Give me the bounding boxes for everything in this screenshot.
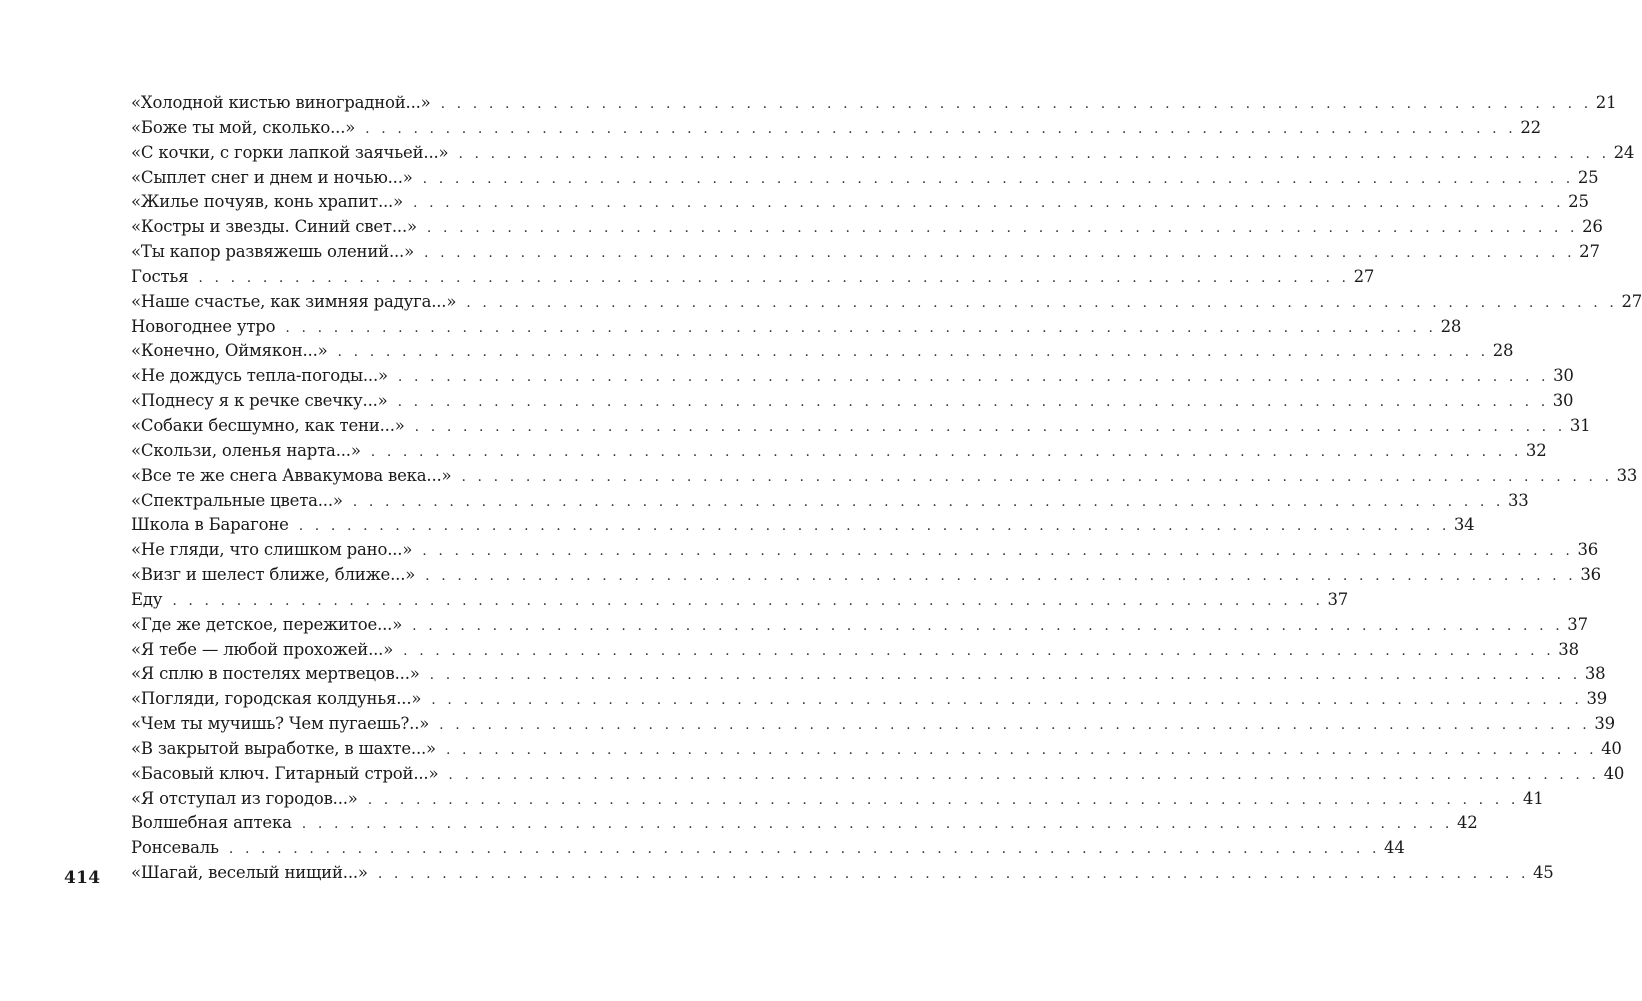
dot-leader: . . . . . . . . . . . . . . . . . . . . . . . . . . . . . . . . . . . . . . . . . . . . . . . . . . . . . . . . . . . . . . . . . . . . . . . .	[298, 518, 1450, 535]
page-number: 414	[64, 868, 101, 888]
toc-entry-title: «Собаки бесшумно, как тени...»	[131, 415, 405, 435]
dot-leader: . . . . . . . . . . . . . . . . . . . . . . . . . . . . . . . . . . . . . . . . . . . . . . . . . . . . . . . . . . . . . . . . . . . . . . . .	[458, 145, 1610, 162]
dot-leader: . . . . . . . . . . . . . . . . . . . . . . . . . . . . . . . . . . . . . . . . . . . . . . . . . . . . . . . . . . . . . . . . . . . . . . . .	[440, 96, 1592, 112]
toc-entry-page: 27	[1353, 266, 1375, 286]
toc-entry-page: 28	[1440, 316, 1462, 336]
toc-entry-title: «Погляди, городская колдунья...»	[131, 689, 422, 709]
toc-entry	[131, 167, 1599, 193]
toc-entry	[131, 863, 1554, 888]
dot-leader: . . . . . . . . . . . . . . . . . . . . . . . . . . . . . . . . . . . . . . . . . . . . . . . . . . . . . . . . . . . . . . . . . . . . . . . .	[285, 319, 1437, 336]
toc-entry	[131, 242, 1600, 267]
toc-entry-title: «Скользи, оленья нарта...»	[131, 440, 361, 460]
dot-leader: . . . . . . . . . . . . . . . . . . . . . . . . . . . . . . . . . . . . . . . . . . . . . . . . . . . . . . . . . . . . . . . . . . . . . . . .	[397, 394, 1549, 411]
toc-entry-title: «Конечно, Оймякон...»	[131, 341, 328, 361]
toc-entry-page: 30	[1552, 391, 1574, 411]
toc-entry-title: «Все те же снега Аввакумова века...»	[131, 465, 452, 485]
toc-entry-title: «С кочки, с горки лапкой заячьей...»	[131, 142, 449, 162]
toc-entry	[131, 291, 1642, 317]
dot-leader: . . . . . . . . . . . . . . . . . . . . . . . . . . . . . . . . . . . . . . . . . . . . . . . . . . . . . . . . . . . . . . . . . . . . . . . .	[448, 766, 1600, 783]
toc-entry-page: 33	[1507, 490, 1529, 510]
toc-entry	[131, 565, 1601, 590]
toc-entry-title: «Шагай, веселый нищий...»	[131, 863, 368, 883]
dot-leader: . . . . . . . . . . . . . . . . . . . . . . . . . . . . . . . . . . . . . . . . . . . . . . . . . . . . . . . . . . . . . . . . . . . . . . . .	[172, 592, 1324, 609]
toc-entry-page: 31	[1569, 415, 1591, 435]
dot-leader: . . . . . . . . . . . . . . . . . . . . . . . . . . . . . . . . . . . . . . . . . . . . . . . . . . . . . . . . . . . . . . . . . . . . . . . .	[412, 617, 1564, 634]
toc-entry	[131, 391, 1574, 416]
toc-entry-page: 37	[1327, 589, 1349, 609]
toc-entry-page: 42	[1456, 813, 1478, 833]
dot-leader: . . . . . . . . . . . . . . . . . . . . . . . . . . . . . . . . . . . . . . . . . . . . . . . . . . . . . . . . . . . . . . . . . . . . . . . .	[425, 568, 1577, 585]
dot-leader: . . . . . . . . . . . . . . . . . . . . . . . . . . . . . . . . . . . . . . . . . . . . . . . . . . . . . . . . . . . . . . . . . . . . . . . .	[370, 443, 1522, 460]
toc-entry-page: 40	[1603, 763, 1625, 783]
dot-leader: . . . . . . . . . . . . . . . . . . . . . . . . . . . . . . . . . . . . . . . . . . . . . . . . . . . . . . . . . . . . . . . . . . . . . . . .	[365, 120, 1517, 137]
dot-leader: . . . . . . . . . . . . . . . . . . . . . . . . . . . . . . . . . . . . . . . . . . . . . . . . . . . . . . . . . . . . . . . . . . . . . . . .	[461, 468, 1613, 485]
toc-entry	[131, 117, 1541, 143]
toc-entry-page: 25	[1568, 192, 1589, 212]
toc-entry-page: 24	[1613, 142, 1635, 162]
toc-entry	[131, 689, 1608, 714]
toc-entry	[131, 440, 1547, 466]
dot-leader: . . . . . . . . . . . . . . . . . . . . . . . . . . . . . . . . . . . . . . . . . . . . . . . . . . . . . . . . . . . . . . . . . . . . . . . .	[377, 866, 1529, 883]
toc-entry-title: «Я сплю в постелях мертвецов...»	[131, 664, 420, 684]
toc-entry	[131, 415, 1591, 441]
toc-entry	[131, 490, 1529, 516]
toc-entry-title: «Жилье почуяв, конь храпит...»	[131, 192, 403, 212]
toc-entry-title: Гостья	[131, 266, 189, 286]
toc-entry-title: Еду	[131, 589, 163, 609]
toc-entry-title: «Чем ты мучишь? Чем пугаешь?..»	[131, 714, 430, 734]
toc-entry-title: «Костры и звезды. Синий свет...»	[131, 217, 417, 237]
toc-entry-title: «Холодной кистью виноградной...»	[131, 93, 431, 112]
dot-leader: . . . . . . . . . . . . . . . . . . . . . . . . . . . . . . . . . . . . . . . . . . . . . . . . . . . . . . . . . . . . . . . . . . . . . . . .	[414, 418, 1566, 435]
dot-leader: . . . . . . . . . . . . . . . . . . . . . . . . . . . . . . . . . . . . . . . . . . . . . . . . . . . . . . . . . . . . . . . . . . . . . . . .	[352, 493, 1504, 510]
dot-leader: . . . . . . . . . . . . . . . . . . . . . . . . . . . . . . . . . . . . . . . . . . . . . . . . . . . . . . . . . . . . . . . . . . . . . . . .	[367, 791, 1519, 808]
toc-entry	[131, 465, 1638, 491]
table-of-contents	[131, 93, 1642, 888]
toc-entry-page: 41	[1522, 788, 1544, 808]
toc-entry	[131, 93, 1617, 118]
toc-entry	[131, 639, 1579, 665]
toc-entry	[131, 763, 1625, 789]
toc-entry	[131, 142, 1635, 168]
toc-entry	[131, 540, 1599, 565]
toc-entry-title: «Я тебе — любой прохожей...»	[131, 639, 394, 659]
toc-entry-page: 39	[1586, 689, 1608, 709]
dot-leader: . . . . . . . . . . . . . . . . . . . . . . . . . . . . . . . . . . . . . . . . . . . . . . . . . . . . . . . . . . . . . . . . . . . . . . . .	[429, 667, 1581, 684]
toc-entry	[131, 217, 1603, 242]
toc-entry-title: «Ты капор развяжешь олений...»	[131, 242, 414, 262]
toc-entry-title: «В закрытой выработке, в шахте...»	[131, 738, 436, 758]
toc-entry-page: 40	[1601, 738, 1622, 758]
dot-leader: . . . . . . . . . . . . . . . . . . . . . . . . . . . . . . . . . . . . . . . . . . . . . . . . . . . . . . . . . . . . . . . . . . . . . . . .	[422, 543, 1574, 560]
toc-entry-page: 38	[1558, 639, 1579, 659]
dot-leader: . . . . . . . . . . . . . . . . . . . . . . . . . . . . . . . . . . . . . . . . . . . . . . . . . . . . . . . . . . . . . . . . . . . . . . . .	[423, 245, 1576, 262]
toc-entry-title: Волшебная аптека	[131, 813, 292, 833]
dot-leader: . . . . . . . . . . . . . . . . . . . . . . . . . . . . . . . . . . . . . . . . . . . . . . . . . . . . . . . . . . . . . . . . . . . . . . . .	[397, 369, 1550, 386]
toc-entry-title: «Боже ты мой, сколько...»	[131, 117, 356, 137]
toc-entry-title: «Не дождусь тепла-погоды...»	[131, 366, 388, 386]
toc-entry	[131, 341, 1514, 366]
dot-leader: . . . . . . . . . . . . . . . . . . . . . . . . . . . . . . . . . . . . . . . . . . . . . . . . . . . . . . . . . . . . . . . . . . . . . . . .	[412, 195, 1565, 212]
toc-entry	[131, 614, 1588, 640]
toc-entry-page: 27	[1579, 242, 1600, 262]
toc-entry-page: 44	[1384, 838, 1405, 858]
toc-entry-title: Ронсеваль	[131, 838, 219, 858]
toc-entry-title: «Басовый ключ. Гитарный строй...»	[131, 763, 439, 783]
toc-entry-title: «Не гляди, что слишком рано...»	[131, 540, 413, 560]
toc-entry	[131, 838, 1405, 863]
toc-entry-page: 30	[1553, 366, 1574, 386]
dot-leader: . . . . . . . . . . . . . . . . . . . . . . . . . . . . . . . . . . . . . . . . . . . . . . . . . . . . . . . . . . . . . . . . . . . . . . . .	[445, 741, 1598, 758]
toc-entry	[131, 589, 1349, 615]
toc-entry-page: 36	[1577, 540, 1599, 560]
dot-leader: . . . . . . . . . . . . . . . . . . . . . . . . . . . . . . . . . . . . . . . . . . . . . . . . . . . . . . . . . . . . . . . . . . . . . . . .	[439, 717, 1591, 734]
toc-entry	[131, 316, 1462, 342]
toc-entry-page: 37	[1567, 614, 1588, 634]
toc-entry-title: Новогоднее утро	[131, 316, 276, 336]
toc-entry-title: «Спектральные цвета...»	[131, 490, 343, 510]
toc-entry	[131, 813, 1478, 838]
dot-leader: . . . . . . . . . . . . . . . . . . . . . . . . . . . . . . . . . . . . . . . . . . . . . . . . . . . . . . . . . . . . . . . . . . . . . . . .	[466, 294, 1618, 311]
toc-entry-page: 34	[1453, 515, 1475, 535]
toc-entry-page: 45	[1533, 863, 1554, 883]
toc-entry-page: 36	[1580, 565, 1601, 585]
toc-entry	[131, 515, 1475, 540]
dot-leader: . . . . . . . . . . . . . . . . . . . . . . . . . . . . . . . . . . . . . . . . . . . . . . . . . . . . . . . . . . . . . . . . . . . . . . . .	[198, 269, 1350, 286]
toc-entry	[131, 738, 1622, 764]
toc-entry	[131, 266, 1375, 292]
dot-leader: . . . . . . . . . . . . . . . . . . . . . . . . . . . . . . . . . . . . . . . . . . . . . . . . . . . . . . . . . . . . . . . . . . . . . . . .	[426, 220, 1579, 237]
toc-entry	[131, 714, 1615, 739]
toc-entry	[131, 788, 1544, 814]
toc-entry-title: «Где же детское, пережитое...»	[131, 614, 403, 634]
toc-entry-page: 21	[1595, 93, 1617, 112]
toc-entry-page: 27	[1621, 291, 1642, 311]
toc-entry	[131, 366, 1574, 391]
toc-entry-page: 26	[1582, 217, 1603, 237]
toc-entry	[131, 664, 1606, 689]
dot-leader: . . . . . . . . . . . . . . . . . . . . . . . . . . . . . . . . . . . . . . . . . . . . . . . . . . . . . . . . . . . . . . . . . . . . . . . .	[301, 816, 1453, 833]
dot-leader: . . . . . . . . . . . . . . . . . . . . . . . . . . . . . . . . . . . . . . . . . . . . . . . . . . . . . . . . . . . . . . . . . . . . . . . .	[431, 692, 1583, 709]
toc-entry-page: 25	[1577, 167, 1599, 187]
toc-entry-title: «Сыплет снег и днем и ночью...»	[131, 167, 413, 187]
dot-leader: . . . . . . . . . . . . . . . . . . . . . . . . . . . . . . . . . . . . . . . . . . . . . . . . . . . . . . . . . . . . . . . . . . . . . . . .	[337, 344, 1489, 361]
toc-entry-title: «Наше счастье, как зимняя радуга...»	[131, 291, 457, 311]
dot-leader: . . . . . . . . . . . . . . . . . . . . . . . . . . . . . . . . . . . . . . . . . . . . . . . . . . . . . . . . . . . . . . . . . . . . . . . .	[228, 841, 1381, 858]
toc-entry-page: 39	[1594, 714, 1615, 734]
dot-leader: . . . . . . . . . . . . . . . . . . . . . . . . . . . . . . . . . . . . . . . . . . . . . . . . . . . . . . . . . . . . . . . . . . . . . . . .	[422, 170, 1574, 187]
toc-entry-title: «Я отступал из городов...»	[131, 788, 358, 808]
toc-entry-title: Школа в Барагоне	[131, 515, 289, 535]
toc-entry-page: 28	[1492, 341, 1514, 361]
toc-entry-page: 33	[1616, 465, 1638, 485]
toc-entry-page: 38	[1584, 664, 1606, 684]
toc-entry-page: 32	[1525, 440, 1547, 460]
toc-entry-title: «Поднесу я к речке свечку...»	[131, 391, 388, 411]
toc-entry-page: 22	[1520, 117, 1541, 137]
dot-leader: . . . . . . . . . . . . . . . . . . . . . . . . . . . . . . . . . . . . . . . . . . . . . . . . . . . . . . . . . . . . . . . . . . . . . . . .	[403, 642, 1555, 659]
toc-entry	[131, 192, 1589, 217]
toc-entry-title: «Визг и шелест ближе, ближе...»	[131, 565, 416, 585]
